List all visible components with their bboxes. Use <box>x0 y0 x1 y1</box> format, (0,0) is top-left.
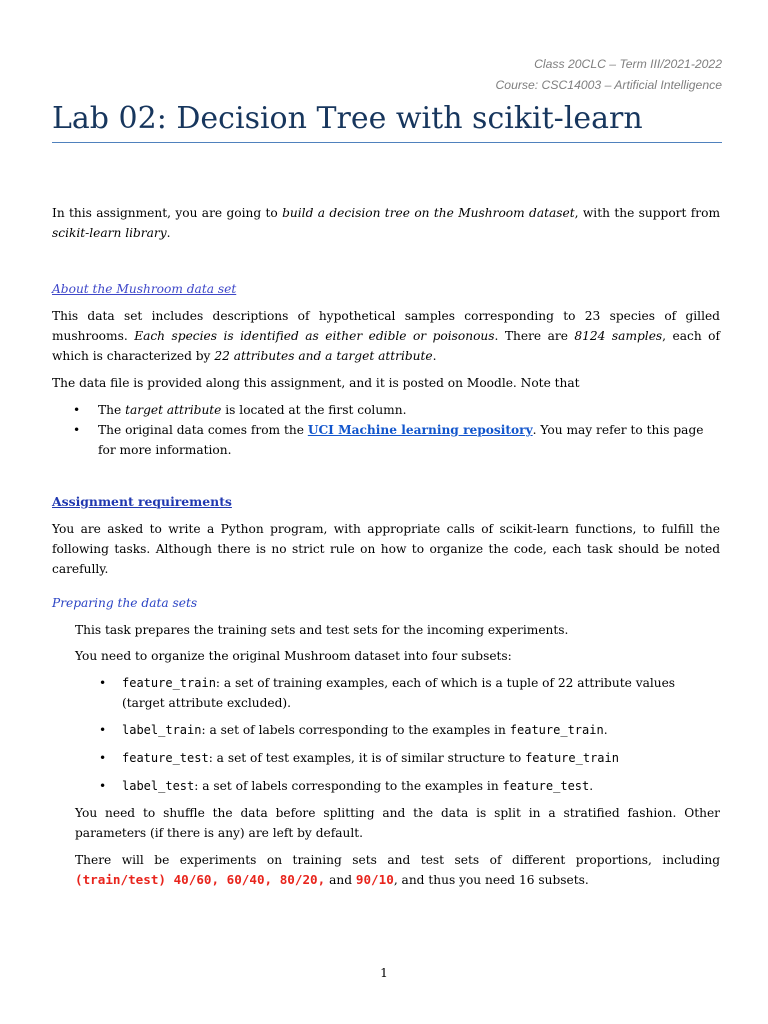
preparing-paragraph-1: This task prepares the training sets and test sets for the incoming experiments. <box>75 623 569 637</box>
proportions-highlight: (train/test) 40/60, 60/40, 80/20, <box>75 872 326 887</box>
list-item: • label_train: a set of labels corresponding to the examples in feature_train. <box>52 720 720 740</box>
heading-about-mushroom[interactable]: About the Mushroom data set <box>52 282 237 296</box>
heading-assignment-requirements[interactable]: Assignment requirements <box>52 494 232 509</box>
list-item: • The original data comes from the UCI Machine learning repository. You may refer to this page for more information. <box>52 420 720 460</box>
document-body <box>52 203 720 890</box>
list-item: • label_test: a set of labels corresponding to the examples in feature_test. <box>52 776 720 796</box>
requirements-paragraph: You are asked to write a Python program, with appropriate calls of scikit-learn functions, to fulfill the following tasks. Although there is no strict rule on how to organize the code, each task should be noted carefully. <box>52 522 720 576</box>
data-file-paragraph: The data file is provided along this assignment, and it is posted on Moodle. Note that <box>52 376 580 390</box>
page-header <box>496 54 723 95</box>
proportion-90-10: 90/10 <box>355 872 394 887</box>
shuffle-paragraph: You need to shuffle the data before splitting and the data is split in a stratified fashion. Other parameters (if there is any) are left by default. <box>75 806 720 840</box>
uci-repository-link[interactable]: UCI Machine learning repository <box>307 423 533 437</box>
about-paragraph: This data set includes descriptions of hypothetical samples corresponding to 23 species of gilled mushrooms. Each species is identified as either edible or poisonous. There are 8124 samples, each of which is characterized by 22 attributes and a target attribute. <box>52 309 721 363</box>
bullet-icon: • <box>73 403 81 417</box>
page-number: 1 <box>380 966 388 980</box>
subset-bullet-list <box>52 673 720 796</box>
bullet-icon: • <box>73 423 81 437</box>
list-item: • feature_train: a set of training examples, each of which is a tuple of 22 attribute values (target attribute excluded). <box>52 673 720 713</box>
title-rule <box>52 142 722 143</box>
about-bullet-list <box>52 400 720 460</box>
bullet-icon: • <box>99 676 107 690</box>
bullet-icon: • <box>99 779 107 793</box>
list-item: • feature_test: a set of test examples, it is of similar structure to feature_train <box>52 748 720 768</box>
intro-paragraph: In this assignment, you are going to build a decision tree on the Mushroom dataset, with the support from scikit-learn library. <box>52 206 721 240</box>
proportions-paragraph: There will be experiments on training sets and test sets of different proportions, including (train/test) 40/60, 60/40, 80/20, and 90/10, and thus you need 16 subsets. <box>75 853 720 887</box>
list-item: • The target attribute is located at the first column. <box>52 400 720 420</box>
header-class-term: Class 20CLC – Term III/2021-2022 <box>534 57 722 71</box>
document-title: Lab 02: Decision Tree with scikit-learn <box>52 101 643 136</box>
heading-preparing-data-sets: Preparing the data sets <box>52 596 198 610</box>
bullet-icon: • <box>99 751 107 765</box>
header-course: Course: CSC14003 – Artificial Intelligence <box>495 77 722 92</box>
preparing-paragraph-2: You need to organize the original Mushroom dataset into four subsets: <box>75 649 512 663</box>
bullet-icon: • <box>99 723 107 737</box>
